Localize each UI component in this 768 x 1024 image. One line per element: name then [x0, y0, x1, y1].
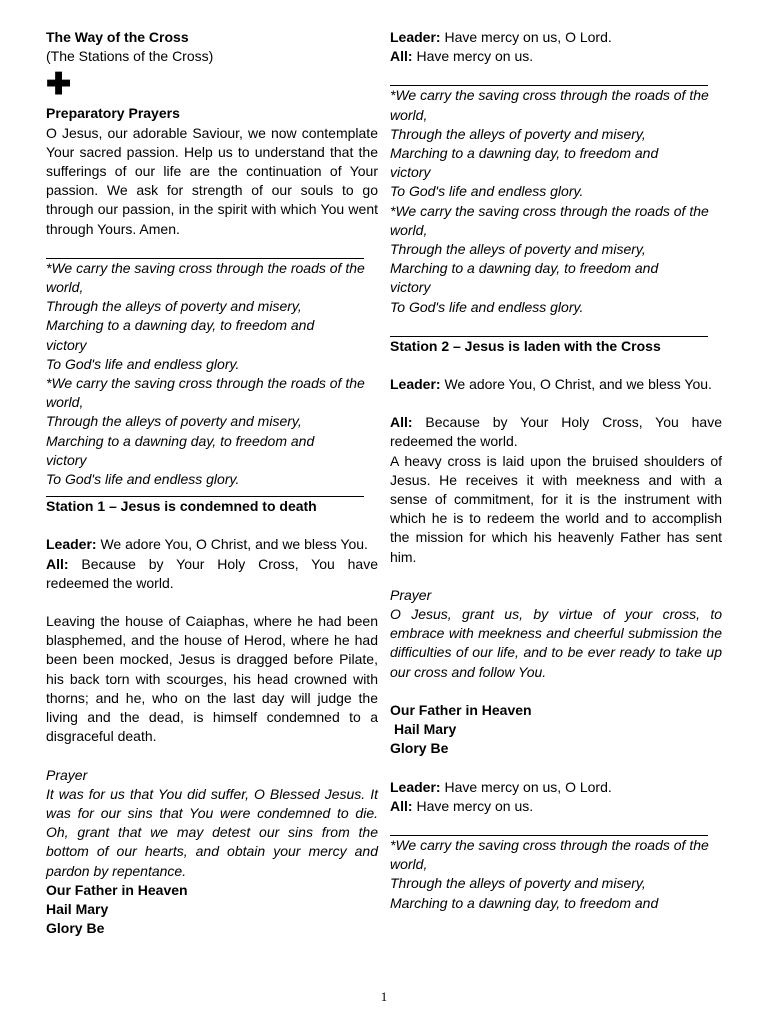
- leader-label: Leader:: [390, 778, 441, 795]
- hail-mary: Hail Mary: [46, 900, 109, 917]
- leader-text: Have mercy on us, O Lord.: [444, 29, 612, 45]
- right-column: [390, 28, 722, 913]
- page-subtitle: (The Stations of the Cross): [46, 48, 214, 65]
- refrain-line: Marching to a dawning day, to freedom and victory: [390, 260, 659, 296]
- all-text: Because by Your Holy Cross, You have redeemed the world.: [390, 414, 723, 450]
- left-column: [46, 28, 378, 938]
- our-father: Our Father in Heaven: [46, 881, 188, 898]
- station2-all-response: [390, 413, 722, 451]
- refrain-line: Through the alleys of poverty and misery,: [390, 241, 646, 258]
- leader-text: Have mercy on us, O Lord.: [444, 778, 612, 795]
- refrain-line: Through the alleys of poverty and misery,: [46, 298, 302, 315]
- all-text: Have mercy on us.: [416, 48, 534, 65]
- refrain-line: Marching to a dawning day, to freedom and victory: [46, 432, 315, 468]
- station1-leader-response: [46, 535, 378, 554]
- our-father: Our Father in Heaven: [390, 701, 532, 718]
- leader-label: Leader:: [390, 376, 441, 393]
- prayer-label: Prayer: [390, 586, 432, 603]
- station1-prayer: It was for us that You did suffer, O Blessed Jesus. It was for our sins that You were condemned to die. Oh, grant that we may detest our sins from the bottom of our hearts, and obtain your mercy and pardon by repentance.: [46, 785, 378, 879]
- page-title: The Way of the Cross: [46, 29, 189, 45]
- refrain-line: *We carry the saving cross through the roads of the world,: [390, 87, 709, 123]
- station2-leader-response: [390, 375, 722, 394]
- refrain-line: *We carry the saving cross through the roads of the world,: [390, 202, 709, 238]
- refrain-line: Through the alleys of poverty and misery,: [46, 413, 302, 430]
- leader-mercy: [390, 28, 722, 47]
- refrain-line: To God's life and endless glory.: [390, 298, 584, 315]
- refrain-line: Through the alleys of poverty and misery,: [390, 875, 646, 892]
- refrain-line: To God's life and endless glory.: [46, 471, 240, 488]
- refrain-line: To God's life and endless glory.: [46, 355, 240, 372]
- all-label: All:: [390, 797, 413, 814]
- preparatory-text: O Jesus, our adorable Saviour, we now contemplate Your sacred passion. Help us to understand that the sufferings of our life are the continuation of Your passion. We ask for strength of our souls to go through our passion, in the spirit with which You went through Yours. Amen.: [46, 124, 378, 237]
- refrain-line: To God's life and endless glory.: [390, 183, 584, 200]
- all-text: Have mercy on us.: [416, 797, 534, 814]
- leader-mercy: [390, 778, 722, 797]
- all-label: All:: [390, 414, 413, 431]
- leader-label: Leader:: [390, 29, 441, 45]
- leader-label: Leader:: [46, 536, 97, 553]
- glory-be: Glory Be: [46, 920, 105, 937]
- station2-narrative: A heavy cross is laid upon the bruised shoulders of Jesus. He receives it with meekness and with a sense of commitment, for it is the instrument with which he is to redeem the world and to accomplish the mission for which his heavenly Father has sent him.: [390, 452, 722, 565]
- refrain-line: *We carry the saving cross through the roads of the world,: [46, 375, 365, 411]
- refrain-line: Marching to a dawning day, to freedom and: [390, 894, 659, 911]
- refrain-line: *We carry the saving cross through the roads of the world,: [46, 259, 365, 296]
- station2-prayer: O Jesus, grant us, by virtue of your cross, to embrace with meekness and cheerful submission the difficulties of our life, and to be ever ready to take up our cross and follow You.: [390, 606, 722, 680]
- leader-text: We adore You, O Christ, and we bless You.: [444, 376, 712, 393]
- preparatory-heading: Preparatory Prayers: [46, 105, 180, 122]
- page-number: 1: [380, 989, 388, 1004]
- station2-heading: Station 2 – Jesus is laden with the Cross: [390, 337, 661, 354]
- all-label: All:: [46, 555, 69, 572]
- all-mercy: [390, 47, 722, 66]
- refrain-line: Through the alleys of poverty and misery,: [390, 125, 646, 142]
- leader-text: We adore You, O Christ, and we bless You.: [100, 536, 368, 553]
- glory-be: Glory Be: [390, 740, 449, 757]
- station1-all-response: [46, 555, 378, 593]
- all-mercy: [390, 797, 722, 816]
- prayer-label: Prayer: [46, 766, 88, 783]
- refrain-line: Marching to a dawning day, to freedom and victory: [46, 317, 315, 353]
- refrain-line: *We carry the saving cross through the roads of the world,: [390, 836, 709, 873]
- hail-mary: Hail Mary: [394, 721, 457, 738]
- station1-narrative: Leaving the house of Caiaphas, where he had been blasphemed, and the house of Herod, where he had been been mocked, Jesus is dragged before Pilate, his back torn with scourges, his head crowned with thorns; and he, who on the last day will judge the living and the dead, is himself condemned to a disgraceful death.: [46, 613, 378, 745]
- station1-heading: Station 1 – Jesus is condemned to death: [46, 498, 317, 515]
- cross-icon: ✚: [46, 68, 72, 102]
- all-text: Because by Your Holy Cross, You have redeemed the world.: [46, 555, 379, 591]
- refrain-line: Marching to a dawning day, to freedom and victory: [390, 145, 659, 181]
- all-label: All:: [390, 48, 413, 65]
